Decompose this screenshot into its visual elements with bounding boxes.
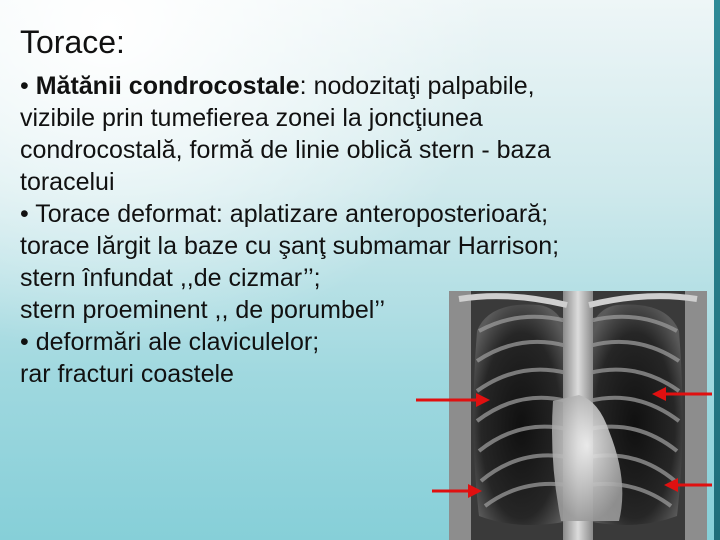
bullet-1-bold: Mătănii condrocostale xyxy=(35,72,300,100)
bullet-2-line-3: stern înfundat ,,de cizmar’’; xyxy=(20,264,321,292)
bullet-char-3: • xyxy=(20,328,29,356)
xray-drawing xyxy=(449,291,707,540)
bullet-1-line-3: condrocostală, formă de linie oblică stern - baza xyxy=(20,136,551,164)
slide-title: Torace: xyxy=(20,24,125,60)
bullet-1-line-2: vizibile prin tumefierea zonei la joncţiunea xyxy=(20,104,483,132)
bullet-3-line-2: rar fracturi coastele xyxy=(20,360,234,388)
bullet-2-line-4: stern proeminent ,, de porumbel’’ xyxy=(20,296,386,324)
bullet-char-1: • xyxy=(20,72,29,100)
bullet-2-first: Torace deformat: aplatizare anteroposterioară; xyxy=(35,200,549,228)
bullet-1-rest: : nodozitaţi palpabile, xyxy=(299,72,535,100)
bullet-2-line-2: torace lărgit la baze cu şanţ submamar Harrison; xyxy=(20,232,560,260)
bullet-2-line-1 xyxy=(20,198,710,230)
bullet-char-2: • xyxy=(20,200,29,228)
bullet-3-first: deformări ale claviculelor; xyxy=(35,328,320,356)
bullet-1-line-1 xyxy=(20,70,710,102)
bullet-1-line-4: toracelui xyxy=(20,168,115,196)
chest-xray-image xyxy=(449,291,707,540)
